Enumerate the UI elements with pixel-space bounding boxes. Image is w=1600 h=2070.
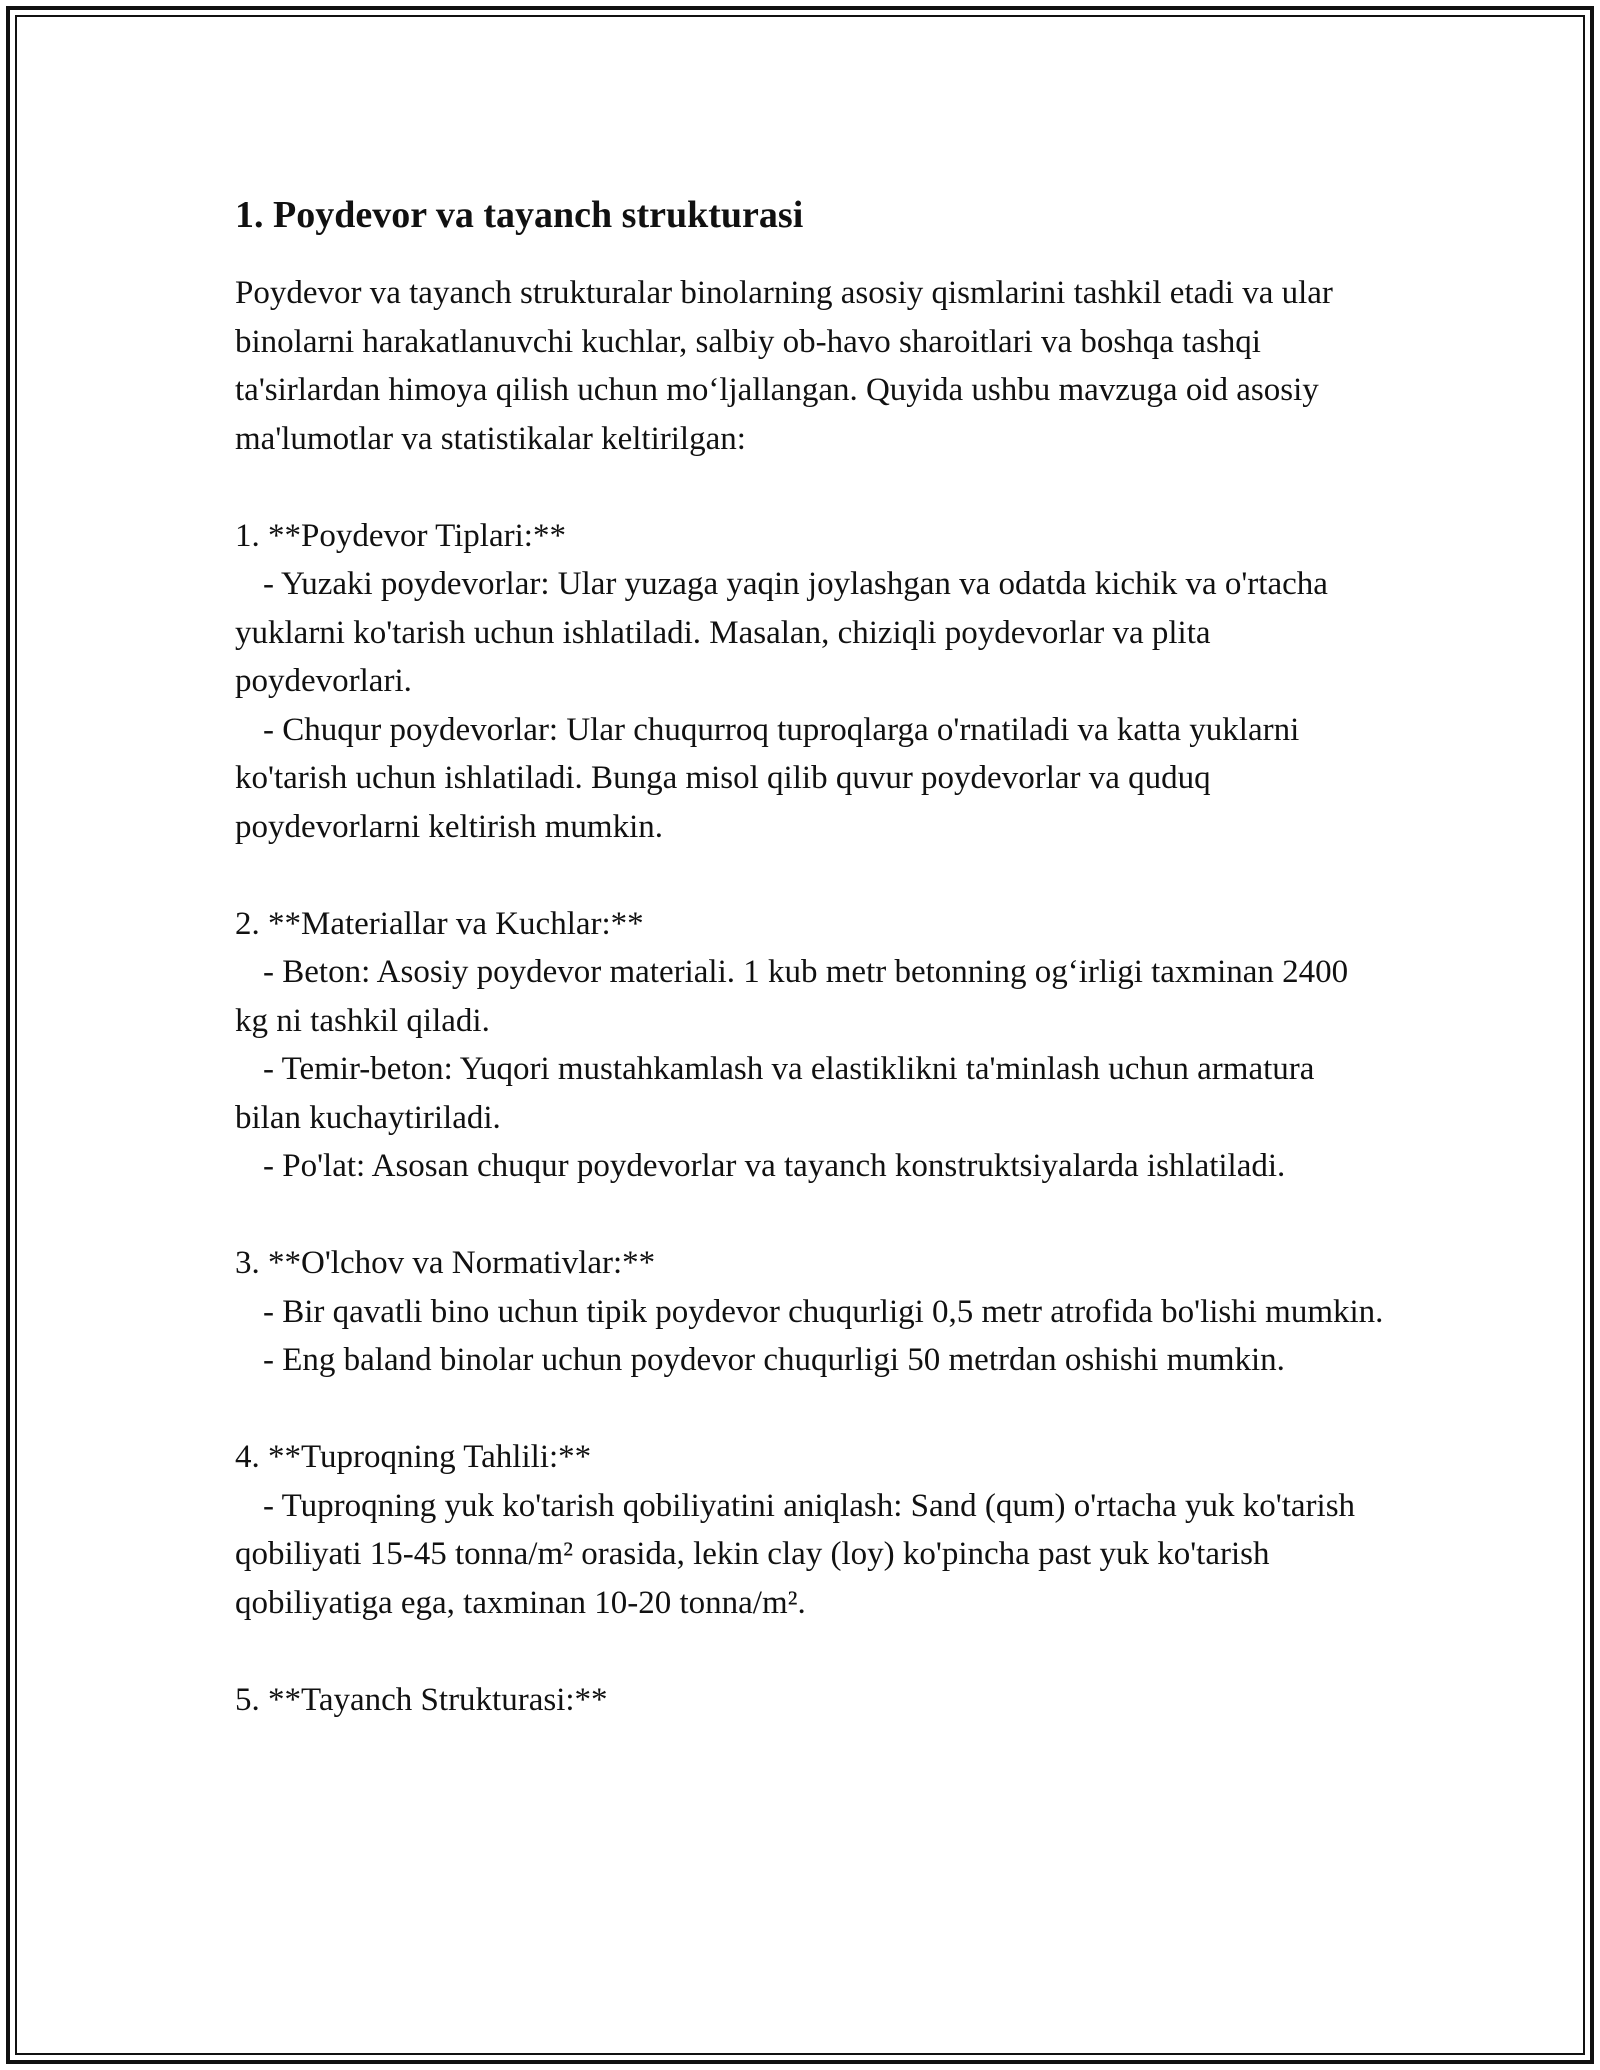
list-item xyxy=(235,1482,1385,1628)
list-item xyxy=(235,1288,1385,1337)
paragraph-gap xyxy=(235,851,1385,900)
document-page xyxy=(235,185,1385,1724)
paragraph-gap xyxy=(235,1627,1385,1676)
page-title: 1. Poydevor va tayanch strukturasi xyxy=(235,194,804,236)
list-item-text: - Yuzaki poydevorlar: Ular yuzaga yaqin joylashgan va odatda kichik va o'rtacha yuklarni ko'tarish uchun ishlatiladi. Masalan, chiziqli poydevorlar va plita poydevorlari. xyxy=(235,566,1328,699)
paragraph-gap xyxy=(235,1385,1385,1434)
list-item-text: - Bir qavatli bino uchun tipik poydevor chuqurligi 0,5 metr atrofida bo'lishi mumkin. xyxy=(263,1293,1384,1330)
list-item xyxy=(235,706,1385,852)
section-materials xyxy=(235,900,1385,1191)
intro-paragraph: Poydevor va tayanch strukturalar binolarning asosiy qismlarini tashkil etadi va ular binolarni harakatlanuvchi kuchlar, salbiy ob-havo sharoitlari va boshqa tashqi ta'sirlardan himoya qilish uchun mo‘ljallangan. Quyida ushbu mavzuga oid asosiy ma'lumotlar va statistikalar keltirilgan: xyxy=(235,275,1333,457)
section-dimensions xyxy=(235,1239,1385,1385)
list-item-text: - Chuqur poydevorlar: Ular chuqurroq tuproqlarga o'rnatiladi va katta yuklarni ko'tarish uchun ishlatiladi. Bunga misol qilib quvur poydevorlar va quduq poydevorlarni keltirish mumkin. xyxy=(235,711,1300,845)
list-item xyxy=(235,560,1385,706)
section-title: 1. **Poydevor Tiplari:** xyxy=(235,517,566,554)
section-soil-analysis xyxy=(235,1433,1385,1627)
list-item-text: - Temir-beton: Yuqori mustahkamlash va elastiklikni ta'minlash uchun armatura bilan kuchaytiriladi. xyxy=(235,1051,1315,1136)
section-foundation-types xyxy=(235,512,1385,852)
list-item-text: - Eng baland binolar uchun poydevor chuqurligi 50 metrdan oshishi mumkin. xyxy=(263,1342,1285,1378)
section-title: 5. **Tayanch Strukturasi:** xyxy=(235,1681,608,1718)
list-item xyxy=(235,1336,1385,1385)
section-title: 4. **Tuproqning Tahlili:** xyxy=(235,1439,592,1475)
list-item-text: - Tuproqning yuk ko'tarish qobiliyatini aniqlash: Sand (qum) o'rtacha yuk ko'tarish qobiliyati 15-45 tonna/m² orasida, lekin clay (loy) ko'pincha past yuk ko'tarish qobiliyatiga ega, taxminan 10-20 tonna/m². xyxy=(235,1487,1356,1621)
section-title: 2. **Materiallar va Kuchlar:** xyxy=(235,905,644,942)
paragraph-gap xyxy=(235,1191,1385,1240)
paragraph-gap xyxy=(235,463,1385,512)
list-item xyxy=(235,948,1385,1045)
list-item xyxy=(235,1142,1385,1191)
list-item-text: - Beton: Asosiy poydevor materiali. 1 kub metr betonning og‘irligi taxminan 2400 kg ni tashkil qiladi. xyxy=(235,954,1349,1039)
section-title: 3. **O'lchov va Normativlar:** xyxy=(235,1245,656,1281)
list-item xyxy=(235,1045,1385,1142)
section-support-structure xyxy=(235,1676,1385,1725)
list-item-text: - Po'lat: Asosan chuqur poydevorlar va tayanch konstruktsiyalarda ishlatiladi. xyxy=(263,1148,1286,1184)
